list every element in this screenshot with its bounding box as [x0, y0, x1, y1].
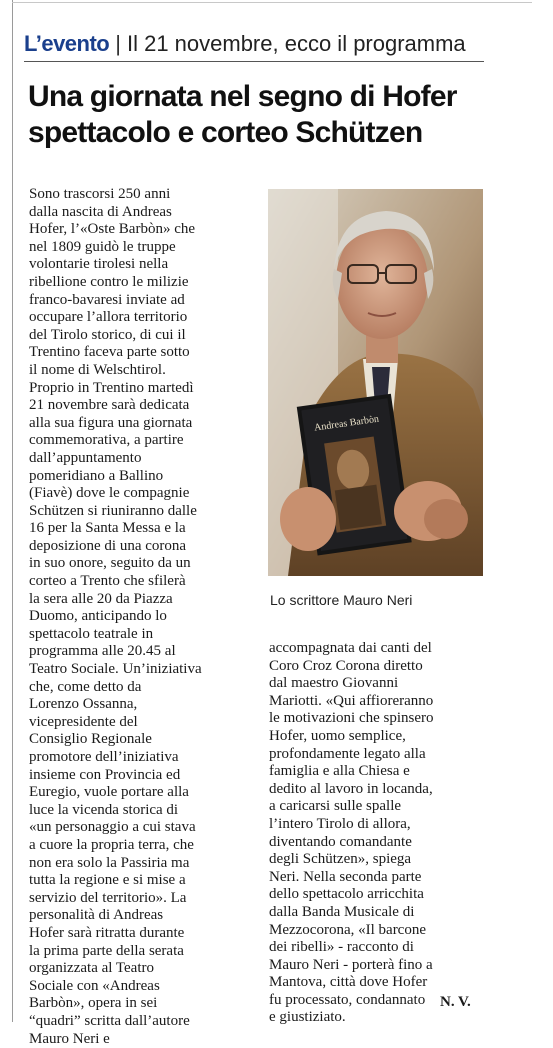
text-line: alla sua figura una giornata — [29, 415, 261, 433]
text-line: Hofer, l’«Oste Barbòn» che — [29, 221, 261, 239]
header-separator: | — [115, 31, 121, 56]
text-line: dedito al lavoro in locanda, — [269, 781, 484, 799]
photo-caption: Lo scrittore Mauro Neri — [270, 592, 412, 608]
top-page-rule — [12, 2, 532, 3]
text-line: Consiglio Regionale — [29, 731, 261, 749]
text-line: e giustiziato. — [269, 1009, 484, 1027]
text-line: che, come detto da — [29, 679, 261, 697]
text-line: Euregio, vuole portare alla — [29, 784, 261, 802]
text-line: «un personaggio a cui stava — [29, 819, 261, 837]
text-line: la prima parte della serata — [29, 943, 261, 961]
text-line: Duomo, anticipando lo — [29, 608, 261, 626]
text-line: dello spettacolo arricchita — [269, 886, 484, 904]
text-line: “quadri” scritta dall’autore — [29, 1013, 261, 1031]
text-line: Teatro Sociale. Un’iniziativa — [29, 661, 261, 679]
text-line: nel 1809 guidò le truppe — [29, 239, 261, 257]
text-line: Lorenzo Ossanna, — [29, 696, 261, 714]
section-tag: L’evento — [24, 31, 109, 56]
text-line: 21 novembre sarà dedicata — [29, 397, 261, 415]
text-line: Mauro Neri e — [29, 1031, 261, 1048]
author-signature: N. V. — [440, 994, 471, 1011]
text-line: Trentino faceva parte sotto — [29, 344, 261, 362]
text-line: dalla nascita di Andreas — [29, 204, 261, 222]
text-line: Neri. Nella seconda parte — [269, 869, 484, 887]
text-line: personalità di Andreas — [29, 907, 261, 925]
text-line: vicepresidente del — [29, 714, 261, 732]
text-line: profondamente legato alla — [269, 746, 484, 764]
text-line: a cuore la propria terra, che — [29, 837, 261, 855]
text-line: volontarie tirolesi nella — [29, 256, 261, 274]
text-line: dalla Banda Musicale di — [269, 904, 484, 922]
text-line: Coro Croz Corona diretto — [269, 658, 484, 676]
article-column-2 — [269, 640, 484, 1027]
text-line: Hofer, uomo semplice, — [269, 728, 484, 746]
text-line: del Tirolo storico, di cui il — [29, 327, 261, 345]
text-line: famiglia e alla Chiesa e — [269, 763, 484, 781]
text-line: Sociale con «Andreas — [29, 978, 261, 996]
article-column-1 — [29, 186, 261, 1048]
text-line: insieme con Provincia ed — [29, 767, 261, 785]
text-line: Mezzocorona, «Il barcone — [269, 922, 484, 940]
text-line: spettacolo teatrale in — [29, 626, 261, 644]
text-line: programma alle 20.45 al — [29, 643, 261, 661]
text-line: le motivazioni che spinsero — [269, 710, 484, 728]
text-line: dall’appuntamento — [29, 450, 261, 468]
text-line: ribellione contro le milizie — [29, 274, 261, 292]
text-line: non era solo la Passiria ma — [29, 855, 261, 873]
text-line: franco-bavaresi inviate ad — [29, 292, 261, 310]
section-header — [24, 30, 466, 58]
text-line: a caricarsi sulle spalle — [269, 798, 484, 816]
text-line: promotore dell’iniziativa — [29, 749, 261, 767]
text-line: pomeridiano a Ballino — [29, 468, 261, 486]
left-margin-rule — [12, 0, 13, 1022]
author-photo — [268, 189, 483, 576]
text-line: commemorativa, a partire — [29, 432, 261, 450]
text-line: organizzata al Teatro — [29, 960, 261, 978]
text-line: Mantova, città dove Hofer — [269, 974, 484, 992]
text-line: dei ribelli» - racconto di — [269, 939, 484, 957]
text-line: Sono trascorsi 250 anni — [29, 186, 261, 204]
text-line: (Fiavè) dove le compagnie — [29, 485, 261, 503]
text-line: dal maestro Giovanni — [269, 675, 484, 693]
text-line: Schützen si riuniranno dalle — [29, 503, 261, 521]
text-line: corteo a Trento che sfilerà — [29, 573, 261, 591]
text-line: fu processato, condannato — [269, 992, 484, 1010]
text-line: l’intero Tirolo di allora, — [269, 816, 484, 834]
text-line: accompagnata dai canti del — [269, 640, 484, 658]
text-line: Proprio in Trentino martedì — [29, 380, 261, 398]
text-line: 16 per la Santa Messa e la — [29, 520, 261, 538]
text-line: occupare l’allora territorio — [29, 309, 261, 327]
text-line: Mauro Neri - porterà fino a — [269, 957, 484, 975]
text-line: degli Schützen», spiega — [269, 851, 484, 869]
book-title: Andreas Barbòn — [313, 414, 379, 434]
text-line: Mariotti. «Qui affioreranno — [269, 693, 484, 711]
text-line: Hofer sarà ritratta durante — [29, 925, 261, 943]
header-subtitle: Il 21 novembre, ecco il programma — [127, 31, 466, 56]
article-headline — [28, 79, 498, 151]
text-line: il nome di Welschtirol. — [29, 362, 261, 380]
text-line: luce la vicenda storica di — [29, 802, 261, 820]
header-rule — [24, 61, 484, 62]
text-line: Barbòn», opera in sei — [29, 995, 261, 1013]
text-line: la sera alle 20 da Piazza — [29, 591, 261, 609]
text-line: in suo onore, seguito da un — [29, 555, 261, 573]
text-line: servizio del territorio». La — [29, 890, 261, 908]
text-line: diventando comandante — [269, 834, 484, 852]
text-line: deposizione di una corona — [29, 538, 261, 556]
headline-line-1: Una giornata nel segno di Hofer — [28, 79, 498, 115]
text-line: tutta la regione e si mise a — [29, 872, 261, 890]
headline-line-2: spettacolo e corteo Schützen — [28, 115, 498, 151]
